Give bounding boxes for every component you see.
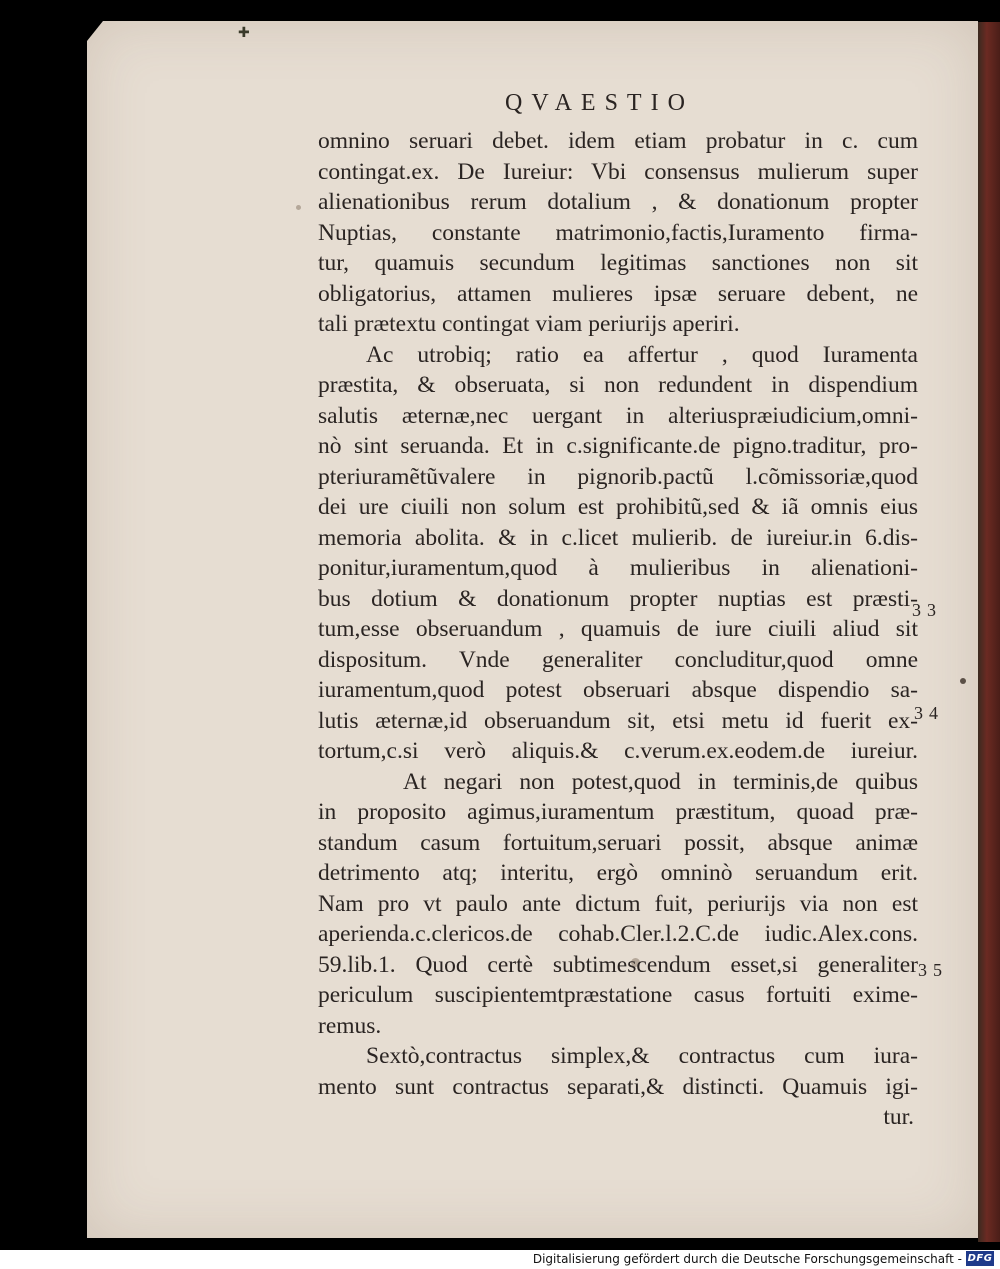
text-line: bus dotium & donationum propter nuptias est præsti- — [318, 585, 918, 612]
text-line: tur, quamuis secundum legitimas sanctiones non sit — [318, 250, 918, 276]
paper-spot — [296, 205, 301, 210]
text-line: salutis æternæ,nec uergant in alteriuspræiudicium,omni- — [318, 402, 918, 429]
catchword: tur. — [883, 1104, 914, 1130]
text-line: memoria abolita. & in c.licet mulierib. de iureiur.in 6.dis- — [318, 524, 918, 551]
text-line: alienationibus rerum dotalium , & donationum propter — [318, 189, 918, 215]
text-line: Ac utrobiq; ratio ea affertur , quod Iuramenta — [366, 341, 918, 368]
text-line: standum casum fortuitum,seruari possit, absque animæ — [318, 829, 918, 856]
text-line: tum,esse obseruandum , quamuis de iure ciuili aliud sit — [318, 616, 918, 642]
text-line: dispositum. Vnde generaliter concluditur,quod omne — [318, 646, 918, 673]
text-line: detrimento atq; interitu, ergò omninò seruandum erit. — [318, 860, 918, 886]
body-text — [318, 126, 918, 1133]
text-line: omnino seruari debet. idem etiam probatur in c. cum — [318, 128, 918, 154]
text-line: periculum suscipientemtpræstatione casus fortuiti exime- — [318, 982, 918, 1008]
text-line: obligatorius, attamen mulieres ipsæ seruare debent, ne — [318, 280, 918, 307]
text-line: contingat.ex. De Iureiur: Vbi consensus mulierum super — [318, 158, 918, 185]
text-line: lutis æternæ,id obseruandum sit, etsi metu id fuerit ex- — [318, 707, 918, 734]
text-line: aperienda.c.clericos.de cohab.Cler.l.2.C.de iudic.Alex.cons. — [318, 921, 918, 947]
text-line: Sextò,contractus simplex,& contractus cum iura- — [366, 1043, 918, 1069]
text-line: ponitur,iuramentum,quod à mulieribus in alienationi- — [318, 555, 918, 581]
text-line: 59.lib.1. Quod certè subtimescendum esset,si generaliter — [318, 951, 918, 978]
book-edge — [978, 22, 1000, 1242]
margin-number: 35 — [918, 960, 948, 980]
text-line: iuramentum,quod potest obseruari absque dispendio sa- — [318, 677, 918, 703]
paper-spot — [960, 678, 966, 684]
funding-credit: Digitalisierung gefördert durch die Deutsche Forschungsgemeinschaft - — [532, 1252, 962, 1266]
text-line: Nuptias, constante matrimonio,factis,Iuramento firma- — [318, 219, 918, 246]
text-line: dei ure ciuili non solum est prohibitũ,sed & iã omnis eius — [318, 494, 918, 520]
text-line: At negari non potest,quod in terminis,de quibus — [403, 768, 918, 795]
text-line: tortum,c.si verò aliquis.& c.verum.ex.eodem.de iureiur. — [318, 738, 918, 764]
text-line: pteriuramẽtũvalere in pignorib.pactũ l.cõmissoriæ,quod — [318, 463, 918, 490]
text-line: nò sint seruanda. Et in c.significante.de pigno.traditur, pro- — [318, 433, 918, 459]
text-line: Nam pro vt paulo ante dictum fuit, periurijs via non est — [318, 890, 918, 917]
pin-mark-icon: ✚ — [238, 25, 250, 41]
margin-number: 34 — [914, 703, 944, 723]
text-line: mento sunt contractus separati,& distincti. Quamuis igi- — [318, 1073, 918, 1100]
text-line: tali prætextu contingat viam periurijs aperiri. — [318, 311, 740, 337]
text-line: in proposito agimus,iuramentum præstitum, quoad præ- — [318, 799, 918, 825]
running-header: QVAESTIO — [505, 90, 694, 116]
text-line: præstita, & obseruata, si non redundent in dispendium — [318, 372, 918, 398]
dfg-logo: DFG — [967, 1253, 993, 1264]
text-line: remus. — [318, 1012, 382, 1039]
margin-number: 33 — [912, 600, 942, 620]
